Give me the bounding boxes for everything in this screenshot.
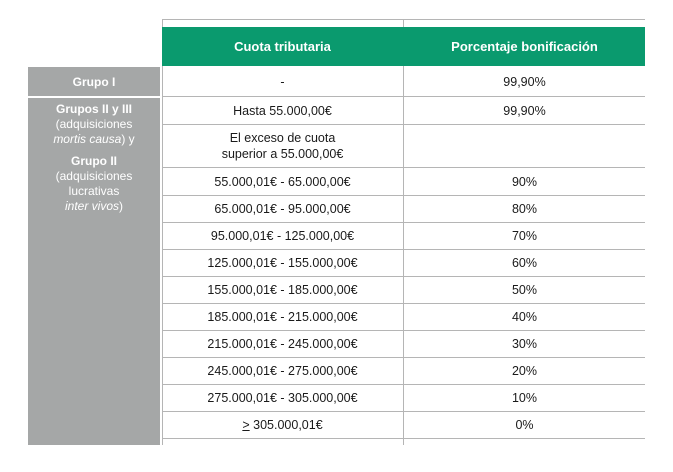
table-row <box>162 412 645 439</box>
inter-vivos-text: inter vivos <box>64 199 120 213</box>
pct-cell: 10% <box>511 391 538 405</box>
greater-equal-symbol: > <box>242 418 250 432</box>
cuota-cell: 185.000,01€ - 215.000,00€ <box>207 310 358 324</box>
group-ii-note-b: lucrativas <box>68 184 120 198</box>
cuota-line-b: superior a 55.000,00€ <box>221 147 344 161</box>
group-i-label: Grupo I <box>72 75 116 89</box>
cuota-cell: 65.000,01€ - 95.000,00€ <box>214 202 351 216</box>
table-row <box>162 125 645 168</box>
table-row <box>162 168 645 196</box>
cuota-cell: 155.000,01€ - 185.000,00€ <box>207 283 358 297</box>
groups-ii-iii-title: Grupos II y III <box>55 102 132 116</box>
group-ii-note-d: ) <box>119 199 124 213</box>
pct-cell: 80% <box>511 202 538 216</box>
group-ii-note-a: (adquisiciones <box>55 169 133 183</box>
cuota-cell <box>162 125 403 167</box>
table-row <box>162 196 645 223</box>
cuota-cell: 275.000,01€ - 305.000,00€ <box>207 391 358 405</box>
groups-ii-iii-note <box>53 132 134 146</box>
groups-ii-iii-label <box>28 102 160 214</box>
header-cuota-tributaria: Cuota tributaria <box>234 39 331 54</box>
cuota-value: 305.000,01€ <box>249 418 323 432</box>
pct-cell: 50% <box>511 283 538 297</box>
pct-cell: 70% <box>511 229 538 243</box>
table-row <box>162 331 645 358</box>
pct-cell: 40% <box>511 310 538 324</box>
groups-ii-iii-note-c: ) y <box>121 132 135 146</box>
cuota-cell: 215.000,01€ - 245.000,00€ <box>207 337 358 351</box>
table-row <box>162 250 645 277</box>
pct-cell: 30% <box>511 337 538 351</box>
table-row <box>162 97 645 125</box>
table-row <box>162 304 645 331</box>
pct-cell: 90% <box>511 174 538 189</box>
pct-cell: 20% <box>511 364 538 378</box>
pct-cell: 0% <box>515 418 534 432</box>
group-ii-title: Grupo II <box>71 154 117 168</box>
pct-cell <box>404 125 645 167</box>
cuota-cell: Hasta 55.000,00€ <box>233 103 332 118</box>
cuota-cell: 245.000,01€ - 275.000,00€ <box>207 364 358 378</box>
table-row <box>162 385 645 412</box>
cuota-cell: 55.000,01€ - 65.000,00€ <box>214 174 351 189</box>
cuota-cell <box>162 412 403 438</box>
table-row <box>162 67 645 97</box>
cuota-cell: 95.000,01€ - 125.000,00€ <box>210 229 355 243</box>
mortis-causa-text: mortis causa <box>53 132 122 146</box>
groups-ii-iii-note-a: (adquisiciones <box>55 117 133 131</box>
header-porcentaje-bonificacion: Porcentaje bonificación <box>451 39 598 54</box>
pct-cell: 60% <box>511 256 538 270</box>
table-row <box>162 223 645 250</box>
cuota-line-a: El exceso de cuota <box>229 131 336 145</box>
pct-cell: 99,90% <box>503 74 546 89</box>
cuota-cell: - <box>280 74 285 89</box>
table-row <box>162 277 645 304</box>
table-row <box>162 358 645 385</box>
cuota-cell: 125.000,01€ - 155.000,00€ <box>207 256 358 270</box>
pct-cell: 99,90% <box>503 103 546 118</box>
group-ii-note-c <box>65 199 123 213</box>
